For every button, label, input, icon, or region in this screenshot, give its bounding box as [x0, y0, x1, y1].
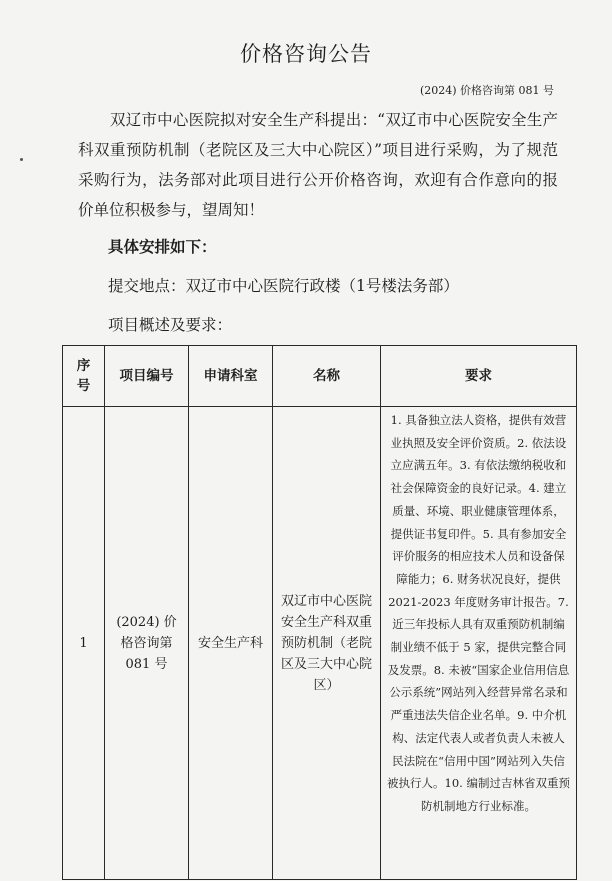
cell-seq: 1 — [63, 407, 105, 880]
submit-location: 提交地点：双辽市中心医院行政楼（1号楼法务部） — [108, 277, 459, 295]
header-project-no: 项目编号 — [105, 346, 189, 407]
header-requirements: 要求 — [381, 346, 577, 407]
arrangement-heading: 具体安排如下： — [108, 237, 217, 256]
cell-name: 双辽市中心医院安全生产科双重预防机制（老院区及三大中心院区） — [273, 407, 381, 880]
margin-dot — [20, 158, 23, 161]
project-table — [62, 345, 577, 880]
intro-paragraph: 双辽市中心医院拟对安全生产科提出：“双辽市中心医院安全生产科双重预防机制（老院区及三大中心院区）”项目进行采购，为了规范采购行为，法务部对此项目进行公开价格咨询，欢迎有合作意向的报价单位积极参与，望周知！ — [78, 111, 558, 219]
cell-department: 安全生产科 — [189, 407, 273, 880]
header-seq: 序号 — [63, 346, 105, 407]
table-header-row — [63, 346, 577, 407]
page-title: 价格咨询公告 — [240, 42, 372, 66]
cell-project-no: (2024) 价格咨询第 081 号 — [105, 407, 189, 880]
header-name: 名称 — [273, 346, 381, 407]
table-row — [63, 407, 577, 880]
overview-heading: 项目概述及要求： — [108, 316, 233, 334]
document-number: (2024) 价格咨询第 081 号 — [419, 84, 554, 97]
header-department: 申请科室 — [189, 346, 273, 407]
cell-requirements: 1. 具备独立法人资格，提供有效营业执照及安全评价资质。2. 依法设立应满五年。3. 有依法缴纳税收和社会保障资金的良好记录。4. 建立质量、环境、职业健康管理体系，提供证书复印件。5. 具有参加安全评价服务的相应技术人员和设备保障能力；6. 财务状况良好，提供 2021-2023 年度财务审计报告。7. 近三年投标人具有双重预防机制编制业绩不低于 5 家，提供完整合同及发票。8. 未被“国家企业信用信息公示系统”网站列入经营异常名录和严重违法失信企业名单。9. 中介机构、法定代表人或者负责人未被人民法院在“信用中国”网站列入失信被执行人。10. 编制过吉林省双重预防机制地方行业标准。 — [381, 407, 577, 880]
